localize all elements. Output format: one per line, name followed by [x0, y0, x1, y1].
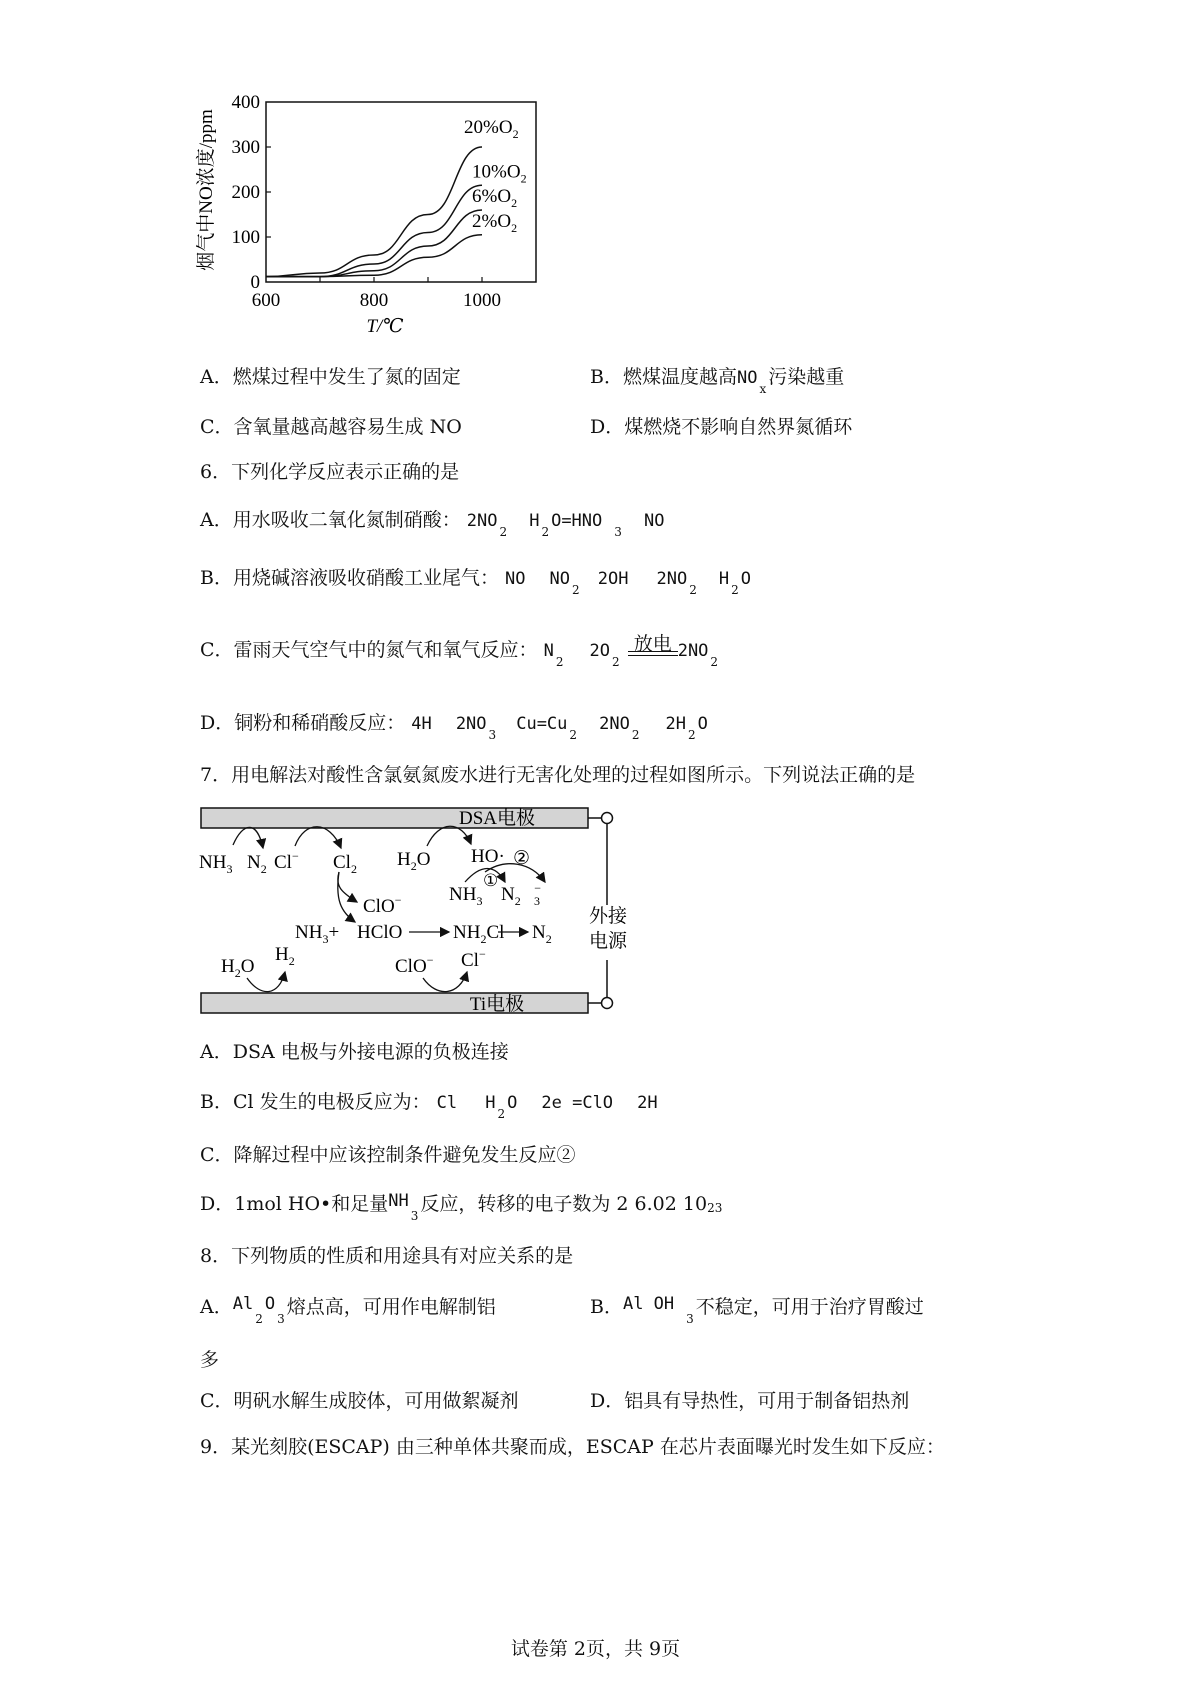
species-h2o-bottom: $H_2O$ — [221, 956, 255, 980]
x-tick-label: 800 — [359, 290, 389, 311]
species-cl-minus-bottom: Cl− — [461, 947, 486, 971]
electrolysis-diagram — [195, 800, 675, 1025]
species-cl2: $Cl_2$ — [333, 852, 357, 876]
q5-option-b[interactable]: B．燃煤温度越高$NO_x$污染越重 — [590, 366, 845, 396]
dsa-electrode-label: DSA电极 — [458, 808, 536, 829]
species-nh3-left: $NH_3$ — [199, 852, 233, 876]
q8-option-b-wrap: 多 — [200, 1349, 220, 1371]
q5-option-row-1 — [200, 362, 845, 396]
q6-option-a[interactable]: A．用水吸收二氧化氮制硝酸： $2NO_2$ $H_2O=HNO_3$ NO — [200, 509, 665, 539]
y-tick-label: 100 — [231, 227, 260, 248]
q8-option-a[interactable]: A．$Al_2O_3$熔点高，可用作电解制铝 — [200, 1294, 496, 1326]
q8-option-b[interactable]: B．Al $OH_3$不稳定，可用于治疗胃酸过 — [590, 1294, 924, 1326]
q5-option-a[interactable]: A．燃煤过程中发生了氮的固定 — [200, 366, 461, 388]
species-cl-minus: Cl− — [274, 849, 299, 873]
species-n2-left: $N_2$ — [247, 852, 267, 876]
bottom-terminal — [602, 998, 613, 1009]
power-label-1: 外接 — [588, 906, 628, 927]
species-nh3-mid: $NH_3$ — [449, 884, 483, 908]
q8-option-c[interactable]: C．明矾水解生成胶体，可用做絮凝剂 — [200, 1390, 519, 1412]
series-label: $6\%O_2$ — [472, 186, 518, 210]
y-tick-label: 200 — [231, 182, 260, 203]
q5-option-row-2 — [200, 412, 853, 439]
species-no3: − 3 — [534, 881, 541, 908]
x-tick-label: 600 — [251, 290, 281, 311]
species-ho-radical: HO· — [471, 846, 505, 867]
series-label: $10\%O_2$ — [472, 161, 527, 186]
no-concentration-chart — [180, 90, 600, 360]
page-footer: 试卷第 2页，共 9页 — [510, 1638, 681, 1660]
species-nh2cl: $NH_2Cl$ — [453, 922, 505, 946]
series-label: $20\%O_2$ — [464, 117, 519, 141]
species-clo-top: ClO− — [363, 893, 402, 917]
species-hclo: HClO — [357, 922, 403, 943]
y-axis-label: 烟气中NO浓度/ppm — [196, 109, 217, 271]
x-axis-label: T/℃ — [366, 316, 404, 337]
ti-electrode — [201, 993, 588, 1013]
series-line — [266, 147, 482, 277]
q5-option-d[interactable]: D．煤燃烧不影响自然界氮循环 — [590, 416, 853, 438]
species-nh3-plus: $NH_3+$ — [295, 922, 340, 946]
q7-option-b[interactable]: B．Cl 发生的电极反应为： Cl $H_2O$ 2e =ClO 2H — [200, 1091, 658, 1121]
q7-stem: 7．用电解法对酸性含氯氨氮废水进行无害化处理的过程如图所示。下列说法正确的是 — [200, 764, 916, 786]
power-label-2: 电源 — [588, 931, 628, 952]
species-h2o-top: $H_2O$ — [397, 849, 431, 873]
q6-option-c[interactable]: C．雷雨天气空气中的氮气和氧气反应： $N_2$ $2O_2$ 放电 $2NO_2$ — [200, 633, 719, 669]
y-tick-label: 400 — [231, 92, 260, 113]
q8-option-d[interactable]: D．铝具有导热性，可用于制备铝热剂 — [590, 1390, 910, 1412]
species-clo-bottom: ClO− — [395, 953, 434, 977]
y-tick-label: 300 — [231, 137, 260, 158]
q5-option-c[interactable]: C．含氧量越高越容易生成 NO — [200, 416, 462, 438]
species-n2-mid: $N_2$ — [501, 884, 521, 908]
q6-option-b[interactable]: B．用烧碱溶液吸收硝酸工业尾气： NO $NO_2$ 2OH $2NO_2$ $H_2O$ — [200, 567, 752, 597]
q8-option-row-2 — [200, 1386, 910, 1413]
series-line — [266, 185, 482, 276]
species-h2: $H_2$ — [275, 944, 295, 968]
q7-option-c[interactable]: C．降解过程中应该控制条件避免发生反应② — [200, 1144, 576, 1166]
x-tick-label: 1000 — [463, 290, 501, 311]
ti-electrode-label: Ti电极 — [469, 994, 525, 1015]
q9-stem: 9．某光刻胶(ESCAP) 由三种单体共聚而成，ESCAP 在芯片表面曝光时发生如下反应： — [200, 1436, 945, 1458]
q8-stem: 8．下列物质的性质和用途具有对应关系的是 — [200, 1245, 574, 1267]
series-line — [266, 210, 482, 277]
q8-option-row-1 — [200, 1292, 924, 1326]
reaction-condition-arrow: 放电 — [628, 653, 678, 656]
reaction-2-marker: ② — [513, 848, 531, 869]
q7-option-d[interactable]: D．1mol HO•和足量$NH_3$反应，转移的电子数为 2 6.02 1023 — [200, 1191, 723, 1223]
series-label: $2\%O_2$ — [472, 210, 518, 235]
q6-option-d[interactable]: D．铜粉和稀硝酸反应： 4H $2NO_3$ $Cu=Cu_2$ $2NO_2$ $2H_2O$ — [200, 712, 708, 742]
top-terminal — [602, 813, 613, 824]
q6-stem: 6．下列化学反应表示正确的是 — [200, 461, 460, 483]
q7-option-a[interactable]: A．DSA 电极与外接电源的负极连接 — [200, 1041, 509, 1063]
species-n2-right: $N_2$ — [532, 922, 552, 946]
y-tick-label: 0 — [250, 272, 260, 293]
reaction-1-marker: ① — [483, 871, 499, 890]
